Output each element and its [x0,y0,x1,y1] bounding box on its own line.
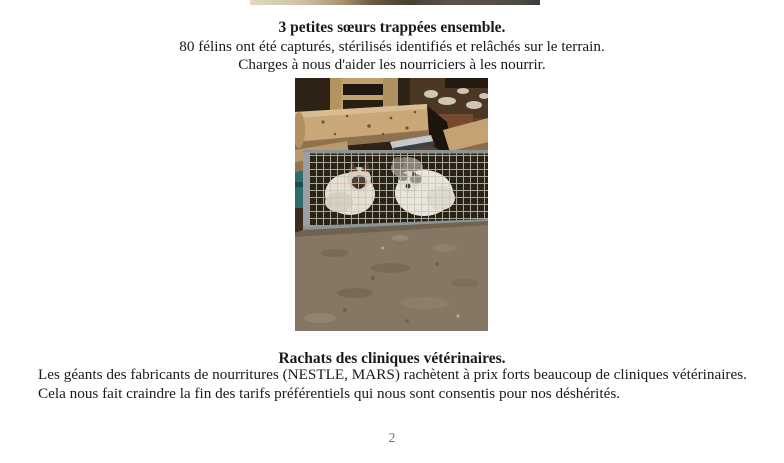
section-cats-line1: 80 félins ont été capturés, stérilisés identifiés et relâchés sur le terrain. [179,38,605,55]
page-number: 2 [388,430,396,445]
cats-photo-illustration [295,78,488,331]
section-clinics-heading: Rachats des cliniques vétérinaires. [278,350,506,367]
section-cats-heading: 3 petites sœurs trappées ensemble. [278,19,506,36]
section-cats-line2: Charges à nous d'aider les nourriciers à les nourrir. [238,56,546,73]
clinics-paragraph-1: Les géants des fabricants de nourritures (NESTLE, MARS) rachètent à prix forts beaucoup de cliniques vétérinaires. [38,366,747,383]
section-clinics-body [33,366,769,404]
cropped-image-strip [250,0,540,5]
cats-in-trap-cage-photo [295,78,488,331]
clinics-paragraph-2: Cela nous fait craindre la fin des tarifs préférentiels qui nous sont consentis pour nos déshérités. [38,384,621,402]
